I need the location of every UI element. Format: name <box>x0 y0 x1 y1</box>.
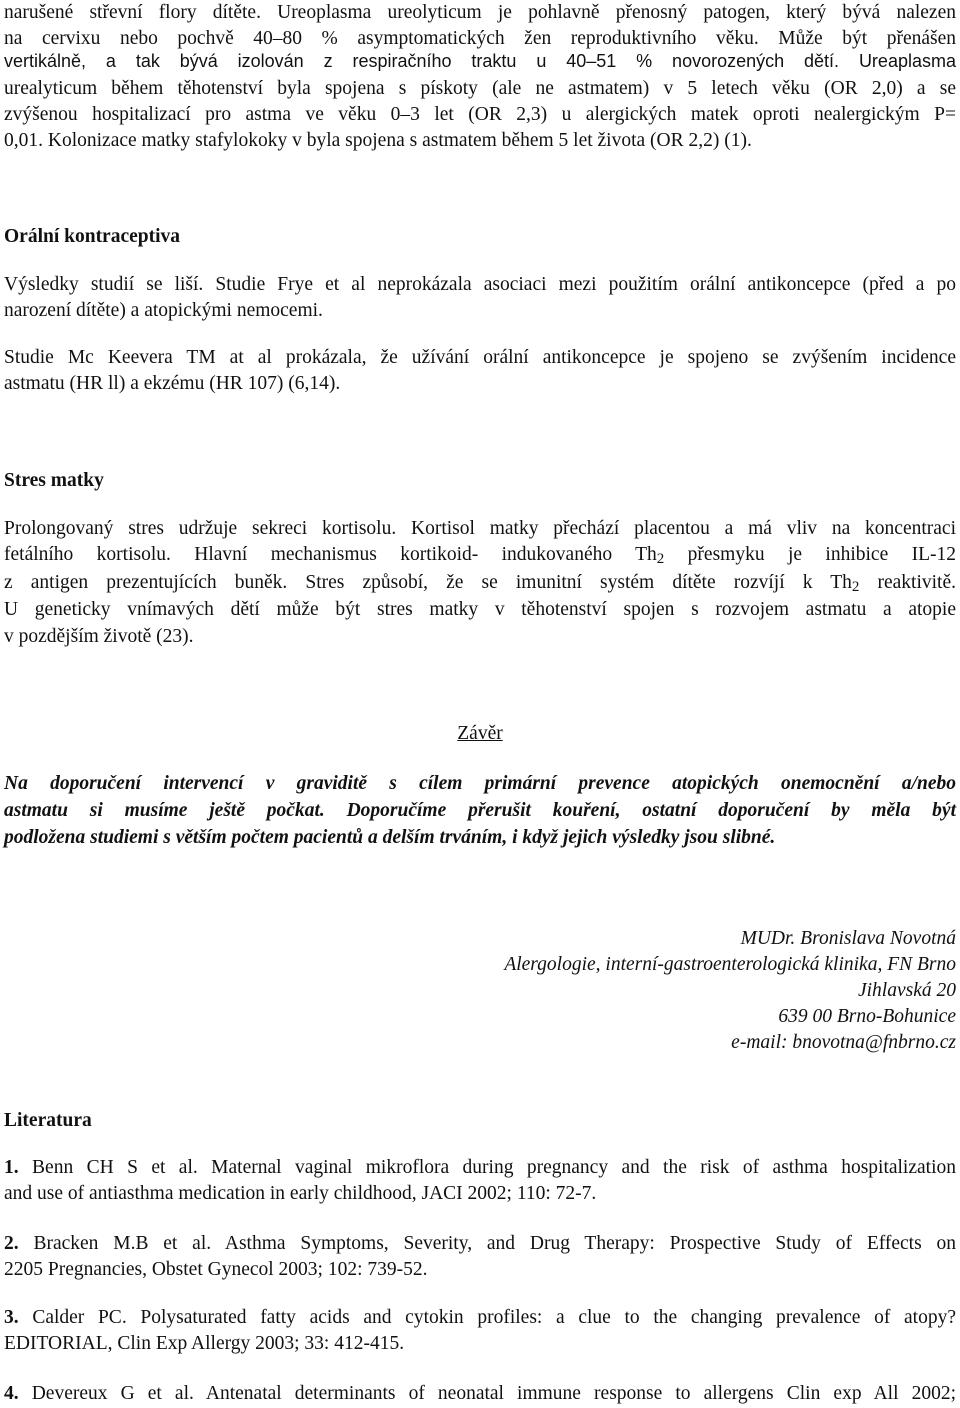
paragraph-text: z antigen prezentujících buněk. Stres způsobí, že se imunitní systém dítěte rozvíjí k Th <box>4 572 852 593</box>
subscript: 2 <box>656 551 665 567</box>
reference-item <box>4 1381 956 1407</box>
paragraph-line <box>4 542 956 572</box>
paragraph-text: Ureaplasma <box>858 51 956 71</box>
paragraph-text: přesmyku je inhibice IL-12 <box>664 544 956 565</box>
reference-text: Benn CH S et al. Maternal vaginal mikroflora during pregnancy and the risk of asthma hospitalization <box>32 1157 956 1178</box>
section-heading: Orální kontraceptiva <box>4 226 181 247</box>
paragraph-line: 0,01. Kolonizace matky stafylokoky v byla spojena s astmatem během 5 let života (OR 2,2) (1). <box>4 130 752 151</box>
section-heading: Stres matky <box>4 470 104 491</box>
paragraph-text: fetálního kortisolu. Hlavní mechanismus kortikoid- indukovaného Th <box>4 544 657 565</box>
reference-continuation: 2205 Pregnancies, Obstet Gynecol 2003; 102: 739-52. <box>4 1259 428 1280</box>
reference-text: Devereux G et al. Antenatal determinants of neonatal immune response to allergens Clin exp All 2002; <box>31 1383 956 1404</box>
subscript: 2 <box>851 579 860 595</box>
paragraph-line: astmatu (HR ll) a ekzému (HR 107) (6,14). <box>4 373 341 394</box>
reference-text: Calder PC. Polysaturated fatty acids and cytokin profiles: a clue to the changing prevalence of atopy? <box>32 1307 957 1328</box>
paragraph-line: Prolongovaný stres udržuje sekreci kortisolu. Kortisol matky přechází placentou a má vliv na koncentraci <box>4 518 956 539</box>
reference-number: 3. <box>4 1307 19 1328</box>
paragraph-line: na cervixu nebo pochvě 40–80 % asymptomatických žen reproduktivního věku. Může být přenášen <box>4 28 956 49</box>
paragraph-line: urealyticum během těhotenství byla spojena s pískoty (ale ne astmatem) v 5 letech věku (OR 2,0) a se <box>4 78 956 99</box>
author-affiliation: Alergologie, interní-gastroenterologická klinika, FN Brno <box>504 954 956 975</box>
reference-number: 4. <box>4 1383 19 1404</box>
conclusion-line: astmatu si musíme ještě počkat. Doporučíme přerušit kouření, ostatní doporučení by měla být <box>4 800 956 821</box>
author-street: Jihlavská 20 <box>857 980 956 1001</box>
paragraph-line <box>4 48 956 74</box>
paragraph-line: zvýšenou hospitalizací pro astma ve věku 0–3 let (OR 2,3) u alergických matek oproti nealergickým P= <box>4 104 956 125</box>
paragraph-line <box>4 570 956 600</box>
conclusion-line: podložena studiemi s větším počtem pacientů a delším trváním, i když jejich výsledky jsou slibné. <box>4 827 776 848</box>
reference-continuation: EDITORIAL, Clin Exp Allergy 2003; 33: 412-415. <box>4 1333 405 1354</box>
reference-number: 1. <box>4 1157 19 1178</box>
paragraph-line: Výsledky studií se liší. Studie Frye et al neprokázala asociaci mezi použitím orální antikoncepce (před a po <box>4 274 956 295</box>
reference-number: 2. <box>4 1233 19 1254</box>
author-name: MUDr. Bronislava Novotná <box>740 928 956 949</box>
paragraph-text: reaktivitě. <box>859 572 956 593</box>
reference-item <box>4 1305 956 1331</box>
references-heading: Literatura <box>4 1110 92 1131</box>
conclusion-heading: Závěr <box>457 723 503 744</box>
reference-continuation: and use of antiasthma medication in early childhood, JACI 2002; 110: 72-7. <box>4 1183 597 1204</box>
paragraph-line: narození dítěte) a atopickými nemocemi. <box>4 300 323 321</box>
paragraph-line: U geneticky vnímavých dětí může být stres matky v těhotenství spojen s rozvojem astmatu a atopie <box>4 599 956 620</box>
author-email: e-mail: bnovotna@fnbrno.cz <box>731 1032 956 1053</box>
author-city: 639 00 Brno-Bohunice <box>778 1006 956 1027</box>
reference-text: Bracken M.B et al. Asthma Symptoms, Severity, and Drug Therapy: Prospective Study of Effects on <box>33 1233 956 1254</box>
reference-item <box>4 1231 956 1257</box>
paragraph-text: vertikálně, a tak bývá izolován z respiračního traktu u 40–51 % novorozených dětí. <box>4 51 840 71</box>
paragraph-line: narušené střevní flory dítěte. Ureoplasma ureolyticum je pohlavně přenosný patogen, který bývá nalezen <box>4 2 956 23</box>
reference-item <box>4 1155 956 1181</box>
conclusion-line: Na doporučení intervencí v graviditě s cílem primární prevence atopických onemocnění a/nebo <box>4 773 956 794</box>
paragraph-line: v pozdějším životě (23). <box>4 626 194 647</box>
paragraph-line: Studie Mc Keevera TM at al prokázala, že užívání orální antikoncepce je spojeno se zvýšením incidence <box>4 347 956 368</box>
